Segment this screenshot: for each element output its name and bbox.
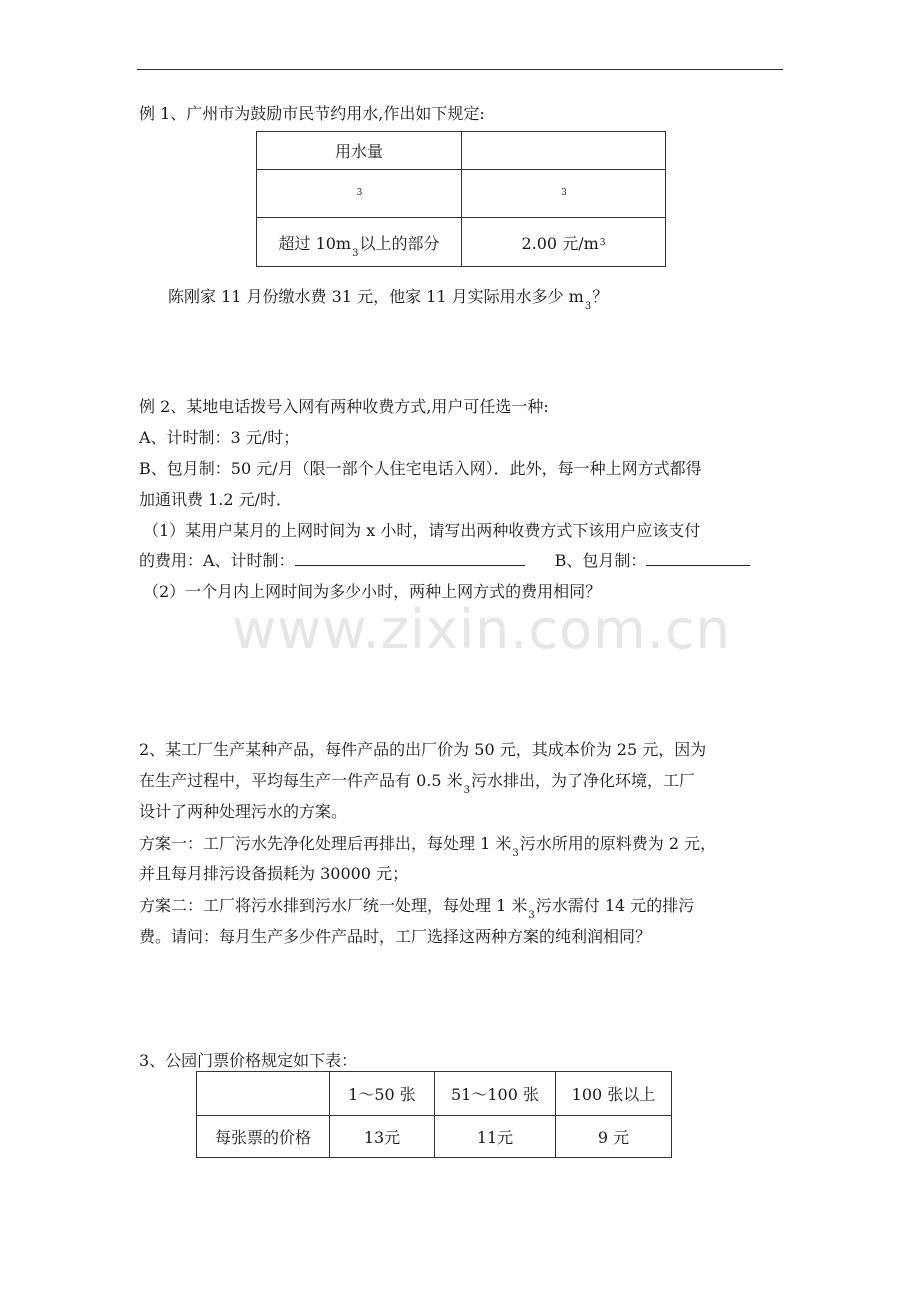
ticket-table-header-2: 51～100 张 [435, 1072, 556, 1116]
top-rule [137, 69, 783, 70]
ticket-price-table [196, 1071, 672, 1158]
ex2-option-a: A、计时制：3 元/时； [139, 428, 300, 447]
ticket-price-2: 11元 [435, 1116, 556, 1158]
ex2-q1-cont: 的费用：A、计时制： B、包月制： [139, 551, 750, 571]
water-table-header-price [462, 132, 666, 170]
water-table-header-usage: 用水量 [257, 132, 462, 170]
p2-line4: 方案一：工厂污水先净化处理后再排出，每处理 1 米$_3$污水所用的原料费为 2 元， [139, 834, 717, 859]
watermark: www.zixin.com.cn [232, 598, 731, 661]
water-table-row3-usage: 超过 $10m_3$以上的部分 [257, 218, 462, 267]
ex2-option-b: B、包月制：50 元/月（限一部个人住宅电话入网）．此外，每一种上网方式都得 [139, 459, 702, 478]
ex2-option-b-cont: 加通讯费 1.2 元/时． [139, 490, 293, 509]
water-table-row3-price: 2.00 元$/m^3$ [462, 218, 666, 267]
water-rate-table [256, 131, 666, 267]
p2-line2: 在生产过程中，平均每生产一件产品有 0.5 米$_3$污水排出，为了净化环境，工厂 [139, 771, 696, 796]
ex1-title: 例 1、广州市为鼓励市民节约用水,作出如下规定: [139, 104, 485, 123]
ex2-q1: （1）某用户某月的上网时间为 x 小时，请写出两种收费方式下该用户应该支付 [143, 521, 701, 540]
water-table-row2-price: 3 [462, 170, 666, 218]
ticket-table-header-3: 100 张以上 [556, 1072, 672, 1116]
ex1-question: 陈刚家 11 月份缴水费 31 元，他家 11 月实际用水多少 $m_3$？ [168, 287, 609, 312]
ex2-title: 例 2、某地电话拨号入网有两种收费方式,用户可任选一种: [139, 397, 549, 416]
ticket-table-row-label: 每张票的价格 [197, 1116, 330, 1158]
ticket-price-3: 9 元 [556, 1116, 672, 1158]
water-table-row2-usage: 3 [257, 170, 462, 218]
blank-answer-a[interactable] [295, 551, 525, 566]
p2-line3: 设计了两种处理污水的方案。 [139, 802, 348, 821]
ex2-q2: （2）一个月内上网时间为多少小时，两种上网方式的费用相同？ [143, 582, 602, 601]
p2-line5: 并且每月排污设备损耗为 30000 元； [139, 864, 409, 883]
blank-answer-b[interactable] [646, 551, 750, 566]
ticket-table-header-blank [197, 1072, 330, 1116]
p2-line6: 方案二：工厂将污水排到污水厂统一处理，每处理 1 米$_3$污水需付 14 元的排污 [139, 896, 695, 921]
p2-line7: 费。请问：每月生产多少件产品时，工厂选择这两种方案的纯利润相同？ [139, 927, 652, 946]
p2-line1: 2、某工厂生产某种产品，每件产品的出厂价为 50 元，其成本价为 25 元，因为 [139, 740, 707, 759]
ticket-table-header-1: 1～50 张 [330, 1072, 435, 1116]
p3-title: 3、公园门票价格规定如下表： [139, 1051, 358, 1070]
ticket-price-1: 13元 [330, 1116, 435, 1158]
